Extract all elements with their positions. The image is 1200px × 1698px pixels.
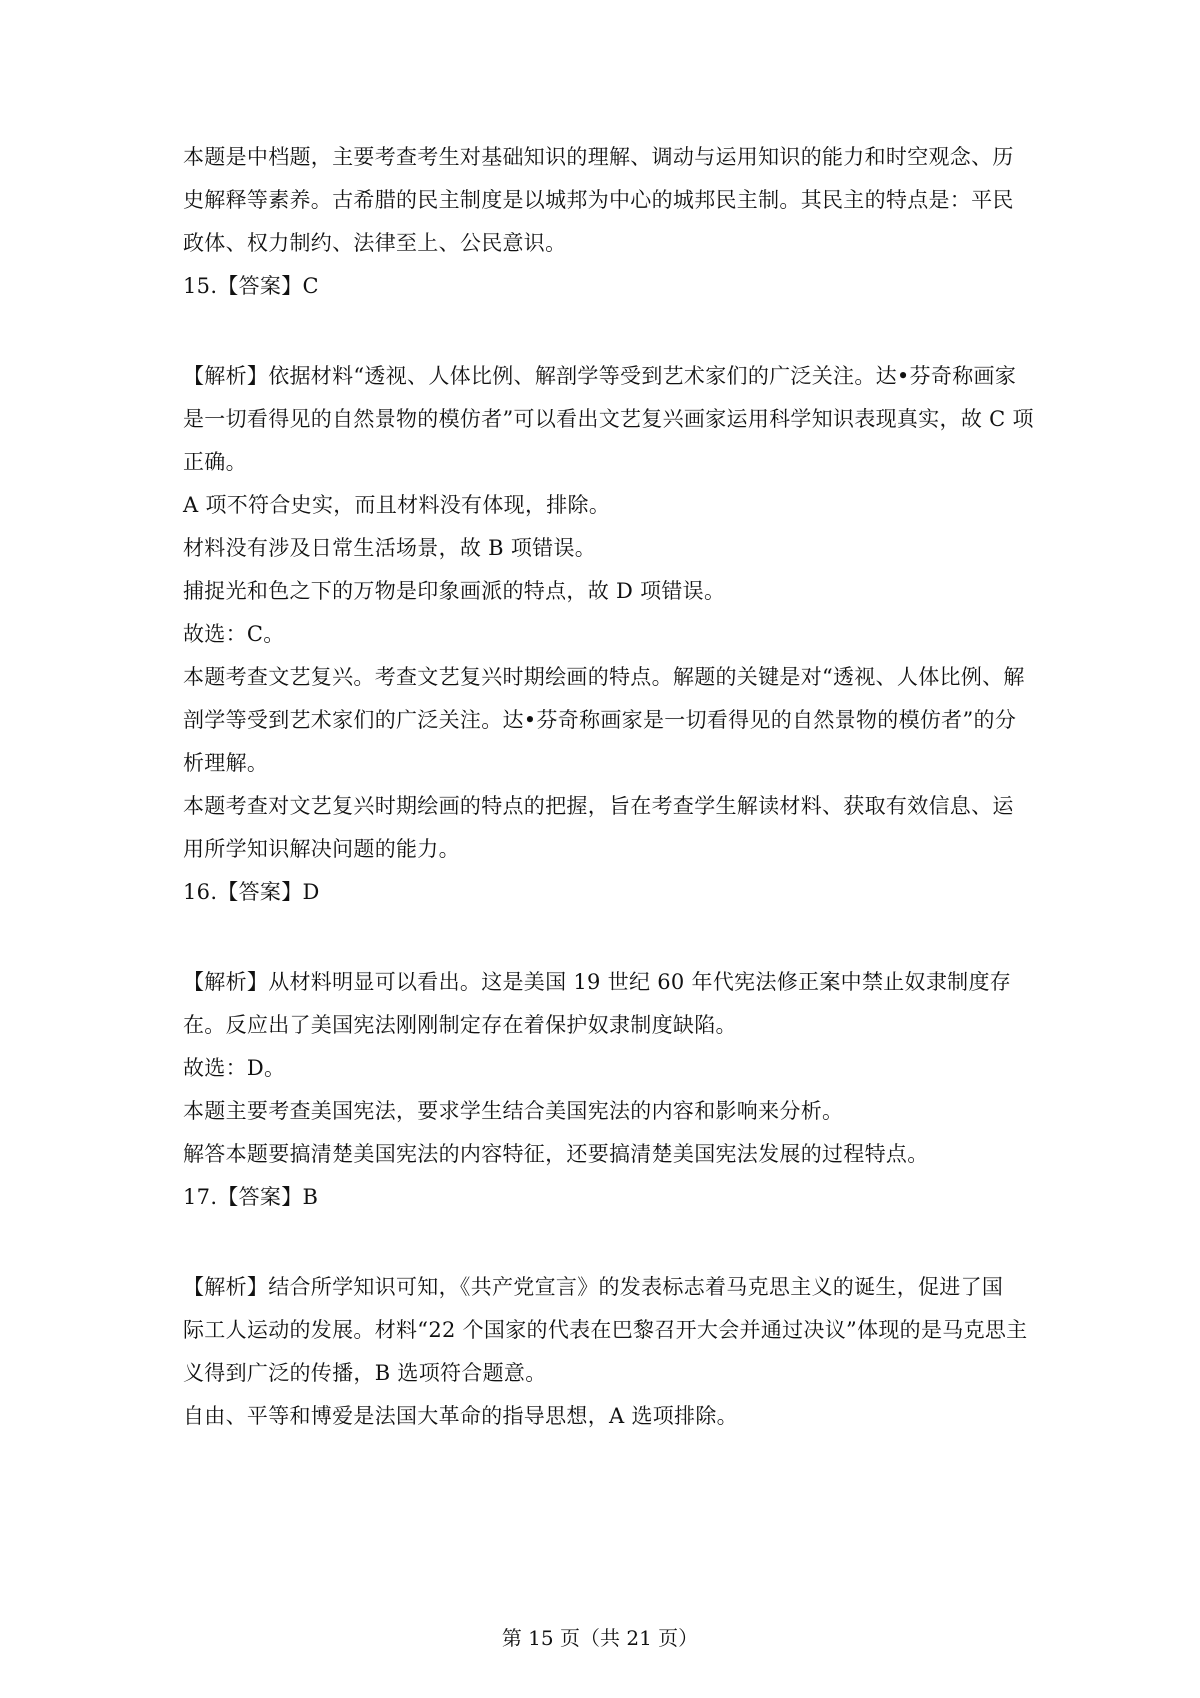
paragraph-line: 政体、权力制约、法律至上、公民意识。 bbox=[183, 231, 567, 255]
paragraph-line: 剖学等受到艺术家们的广泛关注。达•芬奇称画家是一切看得见的自然景物的模仿者”的分 bbox=[183, 708, 1017, 732]
analysis-line: 【解析】依据材料“透视、人体比例、解剖学等受到艺术家们的广泛关注。达•芬奇称画家 bbox=[183, 364, 1017, 388]
paragraph-line: 史解释等素养。古希腊的民主制度是以城邦为中心的城邦民主制。其民主的特点是：平民 bbox=[183, 188, 1014, 212]
page-number-footer: 第 15 页（共 21 页） bbox=[501, 1626, 699, 1650]
paragraph-line: 本题是中档题，主要考查考生对基础知识的理解、调动与运用知识的能力和时空观念、历 bbox=[183, 145, 1014, 169]
paragraph-line: 捕捉光和色之下的万物是印象画派的特点，故 D 项错误。 bbox=[183, 579, 726, 603]
paragraph-line: 际工人运动的发展。材料“22 个国家的代表在巴黎召开大会并通过决议”体现的是马克思主 bbox=[183, 1318, 1028, 1342]
paragraph-line: 自由、平等和博爱是法国大革命的指导思想，A 选项排除。 bbox=[183, 1404, 738, 1428]
paragraph-line: 材料没有涉及日常生活场景，故 B 项错误。 bbox=[183, 536, 597, 560]
paragraph-line: 故选：D。 bbox=[183, 1056, 286, 1080]
paragraph-line: 是一切看得见的自然景物的模仿者”可以看出文艺复兴画家运用科学知识表现真实，故 C 项 bbox=[183, 407, 1034, 431]
analysis-line: 【解析】结合所学知识可知，《共产党宣言》的发表标志着马克思主义的诞生，促进了国 bbox=[183, 1275, 1004, 1299]
paragraph-line: 故选：C。 bbox=[183, 622, 285, 646]
answer-heading-16: 16.【答案】D bbox=[183, 880, 320, 904]
paragraph-line: 本题考查对文艺复兴时期绘画的特点的把握，旨在考查学生解读材料、获取有效信息、运 bbox=[183, 794, 1014, 818]
answer-heading-15: 15.【答案】C bbox=[183, 274, 319, 298]
paragraph-line: 本题考查文艺复兴。考查文艺复兴时期绘画的特点。解题的关键是对“透视、人体比例、解 bbox=[183, 665, 1025, 689]
analysis-line: 【解析】从材料明显可以看出。这是美国 19 世纪 60 年代宪法修正案中禁止奴隶制度存 bbox=[183, 970, 1012, 994]
paragraph-line: 在。反应出了美国宪法刚刚制定存在着保护奴隶制度缺陷。 bbox=[183, 1013, 737, 1037]
paragraph-line: 本题主要考查美国宪法，要求学生结合美国宪法的内容和影响来分析。 bbox=[183, 1099, 844, 1123]
paragraph-line: 正确。 bbox=[183, 450, 247, 474]
paragraph-line: 用所学知识解决问题的能力。 bbox=[183, 837, 460, 861]
paragraph-line: 解答本题要搞清楚美国宪法的内容特征，还要搞清楚美国宪法发展的过程特点。 bbox=[183, 1142, 929, 1166]
paragraph-line: A 项不符合史实，而且材料没有体现，排除。 bbox=[183, 493, 611, 517]
answer-heading-17: 17.【答案】B bbox=[183, 1185, 319, 1209]
paragraph-line: 析理解。 bbox=[183, 751, 269, 775]
paragraph-line: 义得到广泛的传播，B 选项符合题意。 bbox=[183, 1361, 547, 1385]
